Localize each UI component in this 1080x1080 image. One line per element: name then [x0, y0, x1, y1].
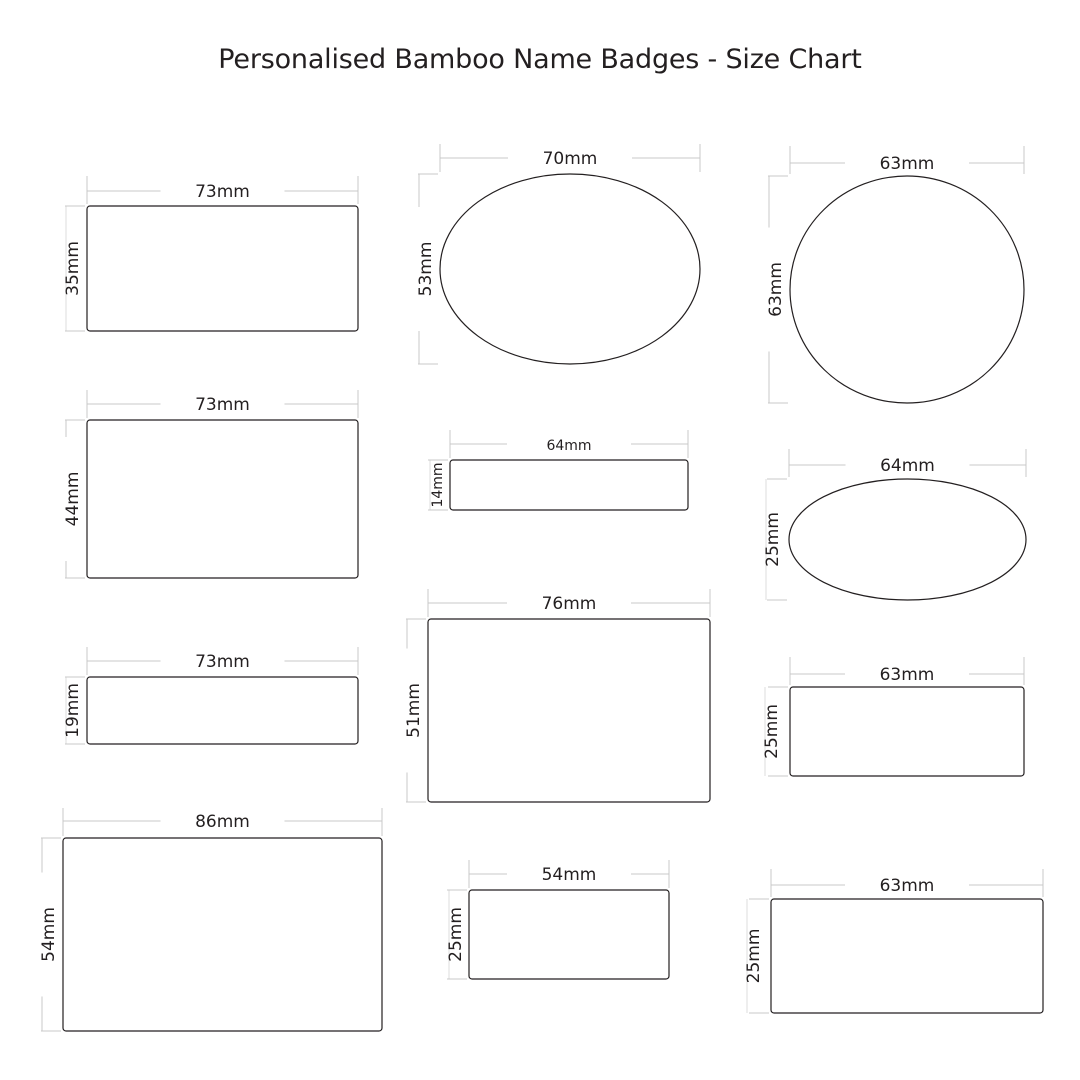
- badge-outline-rectangle: [63, 838, 382, 1031]
- width-label: 73mm: [195, 395, 250, 415]
- height-label: 25mm: [744, 928, 764, 984]
- width-label: 64mm: [880, 456, 935, 476]
- height-label: 25mm: [762, 704, 782, 759]
- badge-11: [762, 657, 1024, 776]
- badge-outline-rectangle: [450, 460, 688, 510]
- width-label: 73mm: [195, 182, 250, 202]
- height-label: 25mm: [763, 512, 783, 567]
- badge-outline-circle: [790, 176, 1024, 403]
- height-label: 25mm: [446, 907, 466, 962]
- width-label: 86mm: [195, 812, 250, 832]
- height-label: 35mm: [63, 241, 83, 296]
- badge-outline-rectangle: [771, 899, 1043, 1013]
- badge-outline-rectangle: [469, 890, 669, 979]
- badge-7: [404, 589, 710, 802]
- width-label: 76mm: [541, 594, 597, 614]
- badge-outline-rectangle: [790, 687, 1024, 776]
- width-label: 73mm: [195, 652, 250, 672]
- height-label: 54mm: [39, 907, 59, 962]
- badge-10: [763, 449, 1026, 600]
- badge-4: [39, 808, 382, 1031]
- height-label: 51mm: [404, 683, 424, 738]
- badge-outline-rectangle: [87, 206, 358, 331]
- badge-3: [63, 647, 358, 744]
- width-label: 63mm: [879, 154, 935, 174]
- height-label: 19mm: [63, 683, 83, 738]
- badge-6: [428, 430, 688, 510]
- width-label: 54mm: [541, 865, 597, 885]
- badge-9: [766, 146, 1024, 403]
- badge-5: [416, 144, 700, 364]
- badge-outline-oval: [789, 479, 1026, 600]
- height-label: 63mm: [766, 262, 786, 317]
- width-label: 70mm: [542, 149, 598, 169]
- badge-outline-rectangle: [87, 677, 358, 744]
- badge-outline-oval: [440, 174, 700, 364]
- badge-12: [744, 869, 1043, 1013]
- width-label: 63mm: [879, 665, 935, 685]
- height-label: 14mm: [430, 462, 446, 508]
- height-label: 44mm: [63, 471, 83, 527]
- width-label: 64mm: [546, 438, 592, 454]
- badge-1: [63, 176, 358, 331]
- badge-2: [63, 390, 358, 578]
- height-label: 53mm: [416, 241, 436, 297]
- badge-outline-rectangle: [87, 420, 358, 578]
- chart-title: Personalised Bamboo Name Badges - Size Chart: [218, 44, 862, 75]
- badge-outline-rectangle: [428, 619, 710, 802]
- badge-8: [446, 860, 669, 979]
- width-label: 63mm: [879, 876, 935, 896]
